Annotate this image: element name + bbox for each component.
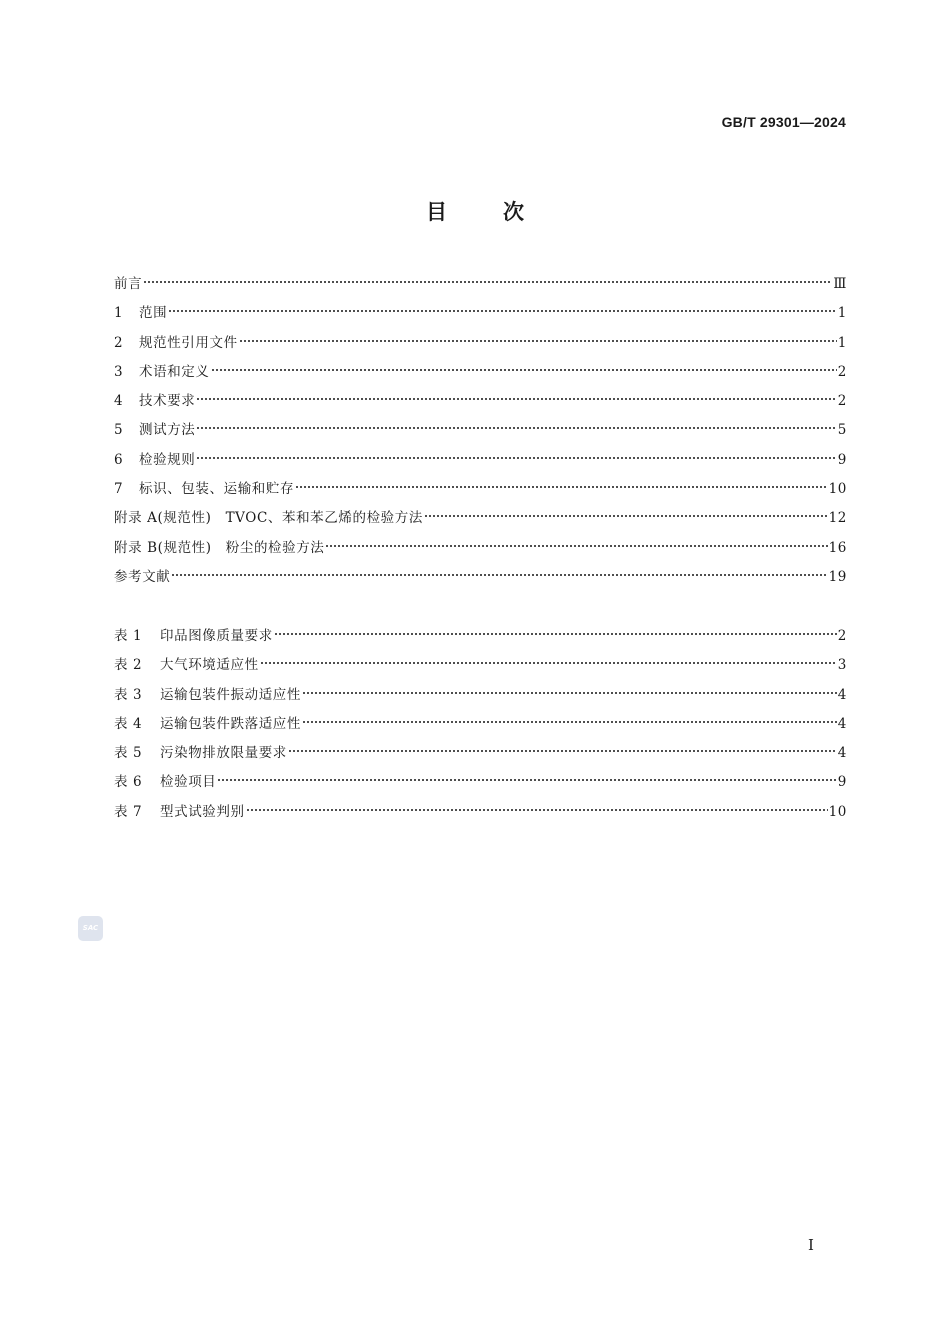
- toc-entry-page: 1: [837, 305, 847, 322]
- table-entry-label: 运输包装件振动适应性: [160, 686, 301, 703]
- toc-entry[interactable]: [114, 420, 847, 449]
- toc-entry-page: 2: [837, 363, 847, 380]
- toc-entry-number: 3: [114, 363, 124, 380]
- dot-leader: [211, 368, 837, 372]
- dot-leader: [168, 309, 837, 313]
- toc-entry[interactable]: [114, 479, 847, 508]
- toc-entry-label: 参考文献: [114, 568, 171, 585]
- table-entry[interactable]: [114, 685, 847, 714]
- dot-leader: [196, 426, 836, 430]
- toc-entry-label: 技术要求: [139, 393, 196, 410]
- toc-entry[interactable]: [114, 274, 847, 303]
- toc-entry-label: 规范性引用文件: [139, 334, 238, 351]
- table-entry[interactable]: [114, 743, 847, 772]
- table-entry-number: 表 7: [114, 803, 143, 820]
- table-entry-number: 表 5: [114, 745, 143, 762]
- toc-entry-label: 术语和定义: [139, 363, 210, 380]
- toc-entry-number: 1: [114, 305, 124, 322]
- dot-leader: [260, 661, 837, 665]
- toc-entry[interactable]: [114, 333, 847, 362]
- dot-leader: [274, 632, 837, 636]
- toc-list: [114, 274, 847, 596]
- table-entry-label: 型式试验判别: [160, 803, 245, 820]
- table-entry-number: 表 1: [114, 628, 143, 644]
- dot-leader: [302, 691, 837, 695]
- table-entry[interactable]: [114, 655, 847, 684]
- dot-leader: [325, 544, 827, 548]
- dot-leader: [288, 749, 837, 753]
- dot-leader: [424, 514, 828, 518]
- table-entry-label: 运输包装件跌落适应性: [160, 715, 301, 732]
- table-entry-number: 表 6: [114, 774, 143, 791]
- toc-entry-page: Ⅲ: [833, 276, 847, 292]
- table-entry-number: 表 3: [114, 686, 143, 703]
- toc-entry-appendix-b[interactable]: [114, 538, 847, 567]
- table-entry[interactable]: [114, 626, 847, 655]
- table-entry-page: 4: [837, 686, 847, 703]
- toc-entry-number: 2: [114, 334, 124, 351]
- dot-leader: [217, 778, 836, 782]
- toc-entry-label: 前言: [114, 276, 143, 292]
- sac-logo-icon: SAC: [78, 916, 103, 941]
- table-entry-page: 4: [837, 715, 847, 732]
- table-list: [114, 626, 847, 831]
- toc-entry-label: 附录 B(规范性) 粉尘的检验方法: [114, 539, 325, 556]
- dot-leader: [239, 339, 837, 343]
- toc-entry[interactable]: [114, 391, 847, 420]
- table-entry[interactable]: [114, 714, 847, 743]
- table-entry[interactable]: [114, 802, 847, 831]
- table-entry-page: 4: [837, 745, 847, 762]
- table-entry-page: 3: [837, 657, 847, 674]
- table-entry-label: 检验项目: [160, 774, 217, 791]
- toc-entry-number: 5: [114, 422, 124, 439]
- table-entry-page: 2: [837, 628, 847, 644]
- toc-entry-label: 范围: [139, 305, 168, 322]
- toc-entry-page: 9: [837, 451, 847, 468]
- page-title: 目次: [426, 200, 580, 224]
- toc-entry[interactable]: [114, 450, 847, 479]
- table-entry-label: 印品图像质量要求: [160, 628, 273, 644]
- toc-entry-label: 附录 A(规范性) TVOC、苯和苯乙烯的检验方法: [114, 510, 423, 527]
- toc-entry-page: 10: [828, 481, 847, 498]
- dot-leader: [295, 485, 828, 489]
- table-entry-number: 表 2: [114, 657, 143, 674]
- dot-leader: [196, 456, 836, 460]
- toc-entry-page: 1: [837, 334, 847, 351]
- table-entry-label: 大气环境适应性: [160, 657, 259, 674]
- toc-entry-page: 16: [828, 539, 847, 556]
- dot-leader: [196, 397, 836, 401]
- toc-entry[interactable]: [114, 303, 847, 332]
- toc-entry[interactable]: [114, 362, 847, 391]
- toc-entry-number: 4: [114, 393, 124, 410]
- toc-entry-appendix-a[interactable]: [114, 508, 847, 537]
- toc-entry-label: 标识、包装、运输和贮存: [139, 481, 295, 498]
- table-entry[interactable]: [114, 772, 847, 801]
- toc-entry-number: 6: [114, 451, 124, 468]
- table-entry-page: 10: [828, 803, 847, 820]
- toc-entry-page: 12: [828, 510, 847, 527]
- dot-leader: [143, 280, 832, 284]
- toc-entry-number: 7: [114, 481, 124, 498]
- page-number: I: [808, 1236, 814, 1254]
- toc-entry-references[interactable]: [114, 567, 847, 596]
- table-entry-number: 表 4: [114, 715, 143, 732]
- standard-code: GB/T 29301—2024: [721, 114, 846, 130]
- table-entry-page: 9: [837, 774, 847, 791]
- dot-leader: [246, 808, 828, 812]
- table-entry-label: 污染物排放限量要求: [160, 745, 287, 762]
- toc-entry-page: 5: [837, 422, 847, 439]
- toc-entry-label: 测试方法: [139, 422, 196, 439]
- dot-leader: [302, 720, 837, 724]
- toc-entry-page: 19: [828, 568, 847, 585]
- toc-entry-label: 检验规则: [139, 451, 196, 468]
- toc-entry-page: 2: [837, 393, 847, 410]
- dot-leader: [171, 573, 827, 577]
